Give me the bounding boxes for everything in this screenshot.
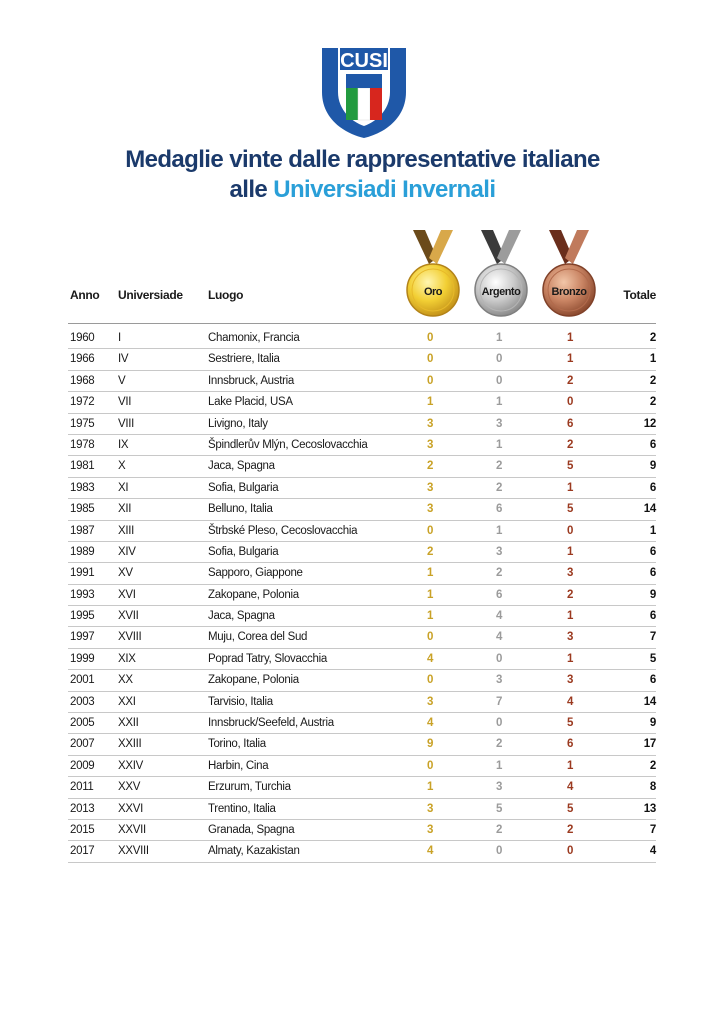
cell-luogo: Muju, Corea del Sud	[208, 631, 308, 644]
cell-argento: 4	[495, 610, 503, 623]
cell-totale: 2	[649, 374, 656, 387]
cell-oro: 3	[426, 802, 434, 815]
cell-totale: 6	[649, 567, 656, 580]
cell-totale: 1	[649, 353, 656, 366]
cell-bronzo: 6	[566, 738, 574, 751]
cell-bronzo: 3	[566, 631, 574, 644]
cell-luogo: Livigno, Italy	[208, 417, 268, 430]
cell-anno: 1975	[70, 417, 95, 430]
table-row	[68, 414, 656, 435]
cell-luogo: Zakopane, Polonia	[208, 588, 299, 601]
header-oro: Oro	[423, 286, 443, 298]
cell-bronzo: 2	[566, 823, 574, 836]
cell-universiade: XIX	[118, 652, 136, 665]
cell-universiade: XII	[118, 503, 132, 516]
cell-totale: 14	[643, 695, 656, 708]
cell-universiade: XXVIII	[118, 845, 149, 858]
cell-luogo: Trentino, Italia	[208, 802, 276, 815]
table-row	[68, 756, 656, 777]
cell-anno: 2017	[70, 845, 95, 858]
cell-luogo: Erzurum, Turchia	[208, 781, 291, 794]
cell-luogo: Innsbruck, Austria	[208, 374, 295, 387]
cell-totale: 2	[649, 759, 656, 772]
cell-argento: 3	[495, 674, 503, 687]
cell-universiade: XVII	[118, 610, 139, 623]
cell-argento: 0	[495, 717, 503, 730]
cell-bronzo: 1	[566, 610, 574, 623]
cell-universiade: VIII	[118, 417, 135, 430]
table-row	[68, 456, 656, 477]
cell-luogo: Harbin, Cina	[208, 759, 269, 772]
cell-anno: 1960	[70, 332, 95, 344]
header-totale: Totale	[623, 288, 656, 302]
cell-oro: 3	[426, 438, 434, 451]
cell-bronzo: 0	[566, 524, 574, 537]
cell-bronzo: 1	[566, 759, 574, 772]
cell-anno: 1966	[70, 353, 95, 366]
cell-argento: 2	[495, 481, 503, 494]
cell-luogo: Jaca, Spagna	[208, 460, 275, 473]
cell-universiade: XI	[118, 481, 129, 494]
cell-argento: 1	[495, 396, 503, 409]
cell-bronzo: 5	[566, 717, 574, 730]
silver-medal-icon	[473, 228, 529, 318]
cell-argento: 3	[495, 781, 503, 794]
cell-bronzo: 4	[566, 695, 574, 708]
cell-totale: 9	[649, 717, 656, 730]
cell-universiade: XIV	[118, 545, 136, 558]
cell-universiade: IV	[118, 353, 129, 366]
cell-argento: 2	[495, 567, 503, 580]
cell-argento: 0	[495, 652, 503, 665]
cell-argento: 0	[495, 374, 503, 387]
cell-anno: 1987	[70, 524, 95, 537]
cell-anno: 1968	[70, 374, 95, 387]
cell-argento: 2	[495, 823, 503, 836]
header-divider	[68, 323, 656, 324]
table-row	[68, 841, 656, 862]
cell-oro: 9	[426, 738, 434, 751]
page-subtitle	[0, 176, 725, 204]
cell-argento: 1	[495, 438, 503, 451]
cell-totale: 4	[649, 845, 656, 858]
cell-universiade: XIII	[118, 524, 135, 537]
cell-totale: 6	[649, 481, 656, 494]
cell-argento: 1	[495, 759, 503, 772]
cell-totale: 8	[649, 781, 656, 794]
subtitle-prefix: alle	[229, 176, 268, 203]
silver-medal	[473, 228, 529, 328]
table-row	[68, 563, 656, 584]
cell-totale: 5	[649, 652, 656, 665]
cell-luogo: Belluno, Italia	[208, 503, 273, 516]
cell-bronzo: 1	[566, 545, 574, 558]
cell-bronzo: 2	[566, 588, 574, 601]
cell-anno: 2011	[70, 781, 94, 794]
bronze-medal	[541, 228, 597, 328]
page-title: Medaglie vinte dalle rappresentative italiane	[125, 146, 600, 173]
cell-totale: 13	[643, 802, 656, 815]
cell-universiade: XXIV	[118, 759, 144, 772]
cell-bronzo: 2	[566, 438, 574, 451]
cell-argento: 0	[495, 845, 503, 858]
table-row	[68, 521, 656, 542]
cell-luogo: Granada, Spagna	[208, 823, 295, 836]
cell-argento: 0	[495, 353, 503, 366]
cell-bronzo: 3	[566, 674, 574, 687]
cell-luogo: Lake Placid, USA	[208, 396, 293, 409]
cell-oro: 2	[426, 545, 434, 558]
cell-luogo: Jaca, Spagna	[208, 610, 275, 623]
cell-anno: 1995	[70, 610, 95, 623]
cell-oro: 0	[426, 374, 434, 387]
cell-anno: 2013	[70, 802, 95, 815]
table-row	[68, 799, 656, 820]
table-row	[68, 606, 656, 627]
cell-bronzo: 5	[566, 802, 574, 815]
table-row	[68, 542, 656, 563]
cell-universiade: XX	[118, 674, 133, 687]
cell-oro: 4	[426, 717, 434, 730]
cell-argento: 1	[495, 524, 503, 537]
cell-bronzo: 0	[566, 396, 574, 409]
cell-universiade: X	[118, 460, 126, 473]
cell-totale: 6	[649, 674, 656, 687]
cell-anno: 1989	[70, 545, 95, 558]
cell-totale: 9	[649, 460, 656, 473]
table-row	[68, 627, 656, 648]
cell-totale: 17	[643, 738, 656, 751]
table-row	[68, 692, 656, 713]
cell-universiade: VII	[118, 396, 132, 409]
cusi-shield-icon	[318, 42, 410, 138]
cell-luogo: Poprad Tatry, Slovacchia	[208, 652, 327, 665]
table-row	[68, 371, 656, 392]
cell-anno: 2009	[70, 759, 95, 772]
cell-luogo: Torino, Italia	[208, 738, 266, 751]
cell-argento: 3	[495, 545, 503, 558]
cell-anno: 2007	[70, 738, 95, 751]
table-row	[68, 670, 656, 691]
cell-bronzo: 2	[566, 374, 574, 387]
subtitle-highlight: Universiadi Invernali	[273, 176, 496, 203]
cell-anno: 1985	[70, 503, 95, 516]
cell-oro: 3	[426, 823, 434, 836]
cell-argento: 5	[495, 802, 503, 815]
cell-totale: 14	[643, 503, 656, 516]
cell-luogo: Tarvisio, Italia	[208, 695, 273, 708]
logo-text: CUSI	[340, 50, 388, 72]
cell-universiade: XXII	[118, 717, 139, 730]
cell-bronzo: 1	[566, 652, 574, 665]
table-row	[68, 713, 656, 734]
cell-luogo: Innsbruck/Seefeld, Austria	[208, 717, 334, 730]
cell-bronzo: 1	[566, 353, 574, 366]
cell-anno: 2015	[70, 823, 95, 836]
cell-argento: 6	[495, 503, 503, 516]
cell-luogo: Sapporo, Giappone	[208, 567, 303, 580]
cell-oro: 3	[426, 481, 434, 494]
cell-anno: 1999	[70, 652, 95, 665]
cell-totale: 7	[649, 823, 656, 836]
cell-anno: 1991	[70, 567, 95, 580]
cell-bronzo: 6	[566, 417, 574, 430]
cell-argento: 6	[495, 588, 503, 601]
cell-totale: 1	[649, 524, 656, 537]
cell-anno: 1993	[70, 588, 95, 601]
cell-totale: 9	[649, 588, 656, 601]
cell-totale: 6	[649, 438, 656, 451]
cell-totale: 6	[649, 610, 656, 623]
cell-universiade: XXVI	[118, 802, 144, 815]
cell-argento: 1	[495, 332, 503, 344]
cell-bronzo: 4	[566, 781, 574, 794]
cell-anno: 1983	[70, 481, 95, 494]
cell-totale: 7	[649, 631, 656, 644]
cell-universiade: XV	[118, 567, 133, 580]
table-row	[68, 435, 656, 456]
cell-luogo: Štrbské Pleso, Cecoslovacchia	[208, 524, 358, 537]
cell-bronzo: 0	[566, 845, 574, 858]
table-row	[68, 392, 656, 413]
cell-totale: 6	[649, 545, 656, 558]
cell-oro: 1	[426, 396, 434, 409]
header-argento: Argento	[481, 286, 521, 298]
cell-universiade: XXVII	[118, 823, 146, 836]
cell-universiade: I	[118, 332, 121, 344]
cell-oro: 1	[426, 781, 434, 794]
cell-argento: 3	[495, 417, 503, 430]
cell-luogo: Chamonix, Francia	[208, 332, 300, 344]
cell-oro: 0	[426, 759, 434, 772]
cell-universiade: IX	[118, 438, 129, 451]
cell-oro: 3	[426, 503, 434, 516]
cell-universiade: XVI	[118, 588, 136, 601]
cell-anno: 2005	[70, 717, 95, 730]
cell-oro: 2	[426, 460, 434, 473]
table-row	[68, 820, 656, 841]
cell-luogo: Sofia, Bulgaria	[208, 545, 279, 558]
header-anno: Anno	[70, 288, 100, 302]
cell-bronzo: 3	[566, 567, 574, 580]
cell-oro: 0	[426, 674, 434, 687]
cell-oro: 0	[426, 631, 434, 644]
cell-anno: 1978	[70, 438, 95, 451]
cell-totale: 12	[643, 417, 656, 430]
cell-oro: 1	[426, 610, 434, 623]
table-row	[68, 499, 656, 520]
cell-oro: 3	[426, 417, 434, 430]
cell-luogo: Sestriere, Italia	[208, 353, 280, 366]
table-row	[68, 585, 656, 606]
cell-oro: 3	[426, 695, 434, 708]
table-row	[68, 478, 656, 499]
cell-universiade: XXI	[118, 695, 136, 708]
cell-oro: 0	[426, 353, 434, 366]
gold-medal-icon	[405, 228, 461, 318]
cell-argento: 7	[495, 695, 503, 708]
cell-anno: 1981	[70, 460, 95, 473]
cell-argento: 2	[495, 738, 503, 751]
cell-argento: 2	[495, 460, 503, 473]
cell-universiade: XXV	[118, 781, 141, 794]
bronze-medal-icon	[541, 228, 597, 318]
table-row	[68, 328, 656, 349]
cell-oro: 4	[426, 845, 434, 858]
cell-bronzo: 1	[566, 481, 574, 494]
cell-oro: 1	[426, 567, 434, 580]
cusi-logo	[318, 42, 410, 138]
cell-universiade: XVIII	[118, 631, 142, 644]
cell-luogo: Špindlerův Mlýn, Cecoslovacchia	[208, 438, 368, 451]
header-luogo: Luogo	[208, 288, 244, 302]
cell-universiade: V	[118, 374, 126, 387]
cell-bronzo: 1	[566, 332, 574, 344]
medal-table	[68, 328, 656, 863]
cell-argento: 4	[495, 631, 503, 644]
header-bronzo: Bronzo	[551, 286, 587, 298]
cell-anno: 2003	[70, 695, 95, 708]
cell-oro: 4	[426, 652, 434, 665]
cell-anno: 2001	[70, 674, 95, 687]
cell-bronzo: 5	[566, 503, 574, 516]
cell-bronzo: 5	[566, 460, 574, 473]
cell-totale: 2	[649, 332, 656, 344]
cell-totale: 2	[649, 396, 656, 409]
header-universiade: Universiade	[118, 288, 183, 302]
cell-anno: 1997	[70, 631, 95, 644]
cell-luogo: Sofia, Bulgaria	[208, 481, 279, 494]
table-row	[68, 649, 656, 670]
cell-anno: 1972	[70, 396, 95, 409]
gold-medal	[405, 228, 461, 328]
table-row	[68, 777, 656, 798]
cell-luogo: Almaty, Kazakistan	[208, 845, 300, 858]
table-row	[68, 734, 656, 755]
cell-oro: 0	[426, 524, 434, 537]
cell-oro: 0	[426, 332, 434, 344]
cell-luogo: Zakopane, Polonia	[208, 674, 299, 687]
cell-oro: 1	[426, 588, 434, 601]
table-row	[68, 349, 656, 370]
cell-universiade: XXIII	[118, 738, 142, 751]
